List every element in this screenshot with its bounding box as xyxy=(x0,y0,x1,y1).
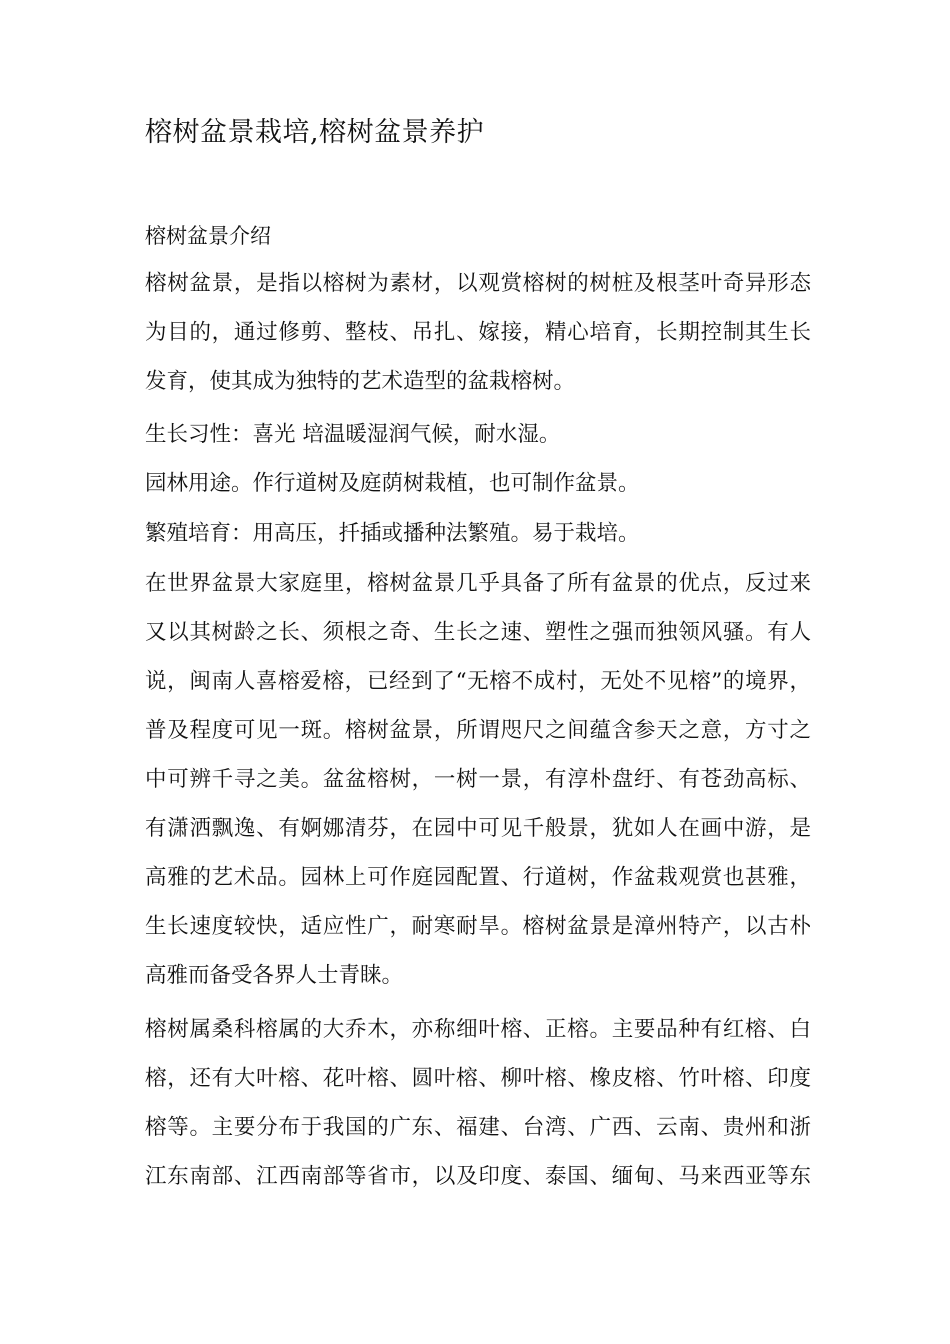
text-line: 高雅的艺术品。园林上可作庭园配置、行道树，作盆栽观赏也甚雅， xyxy=(145,865,811,890)
text-line: 中可辨千寻之美。盆盆榕树，一树一景，有淳朴盘纡、有苍劲高标、 xyxy=(145,767,811,792)
text-line: 榕树属桑科榕属的大乔木，亦称细叶榕、正榕。主要品种有红榕、白 xyxy=(145,1017,811,1042)
text-line: 榕等。主要分布于我国的广东、福建、台湾、广西、云南、贵州和浙 xyxy=(145,1115,811,1140)
text-line: 生长速度较快，适应性广，耐寒耐旱。榕树盆景是漳州特产，以古朴 xyxy=(145,914,811,939)
section-heading: 榕树盆景介绍 xyxy=(145,224,271,248)
paragraph-garden-use xyxy=(145,466,811,515)
paragraph-species xyxy=(145,1012,811,1208)
paragraph-intro xyxy=(145,266,811,413)
text-line: 在世界盆景大家庭里，榕树盆景几乎具备了所有盆景的优点，反过来 xyxy=(145,571,811,596)
text-line: 发育，使其成为独特的艺术造型的盆栽榕树。 xyxy=(145,369,576,394)
document-title: 榕树盆景栽培,榕树盆景养护 xyxy=(145,117,485,148)
text-line: 榕，还有大叶榕、花叶榕、圆叶榕、柳叶榕、橡皮榕、竹叶榕、印度 xyxy=(145,1066,811,1091)
paragraph-propagation xyxy=(145,516,811,565)
paragraph-growth-habit xyxy=(145,417,811,466)
text-line: 说，闽南人喜榕爱榕，已经到了“无榕不成村，无处不见榕”的境界， xyxy=(145,669,811,694)
text-line: 繁殖培育：用高压，扦插或播种法繁殖。易于栽培。 xyxy=(145,521,640,546)
text-line: 普及程度可见一斑。榕树盆景，所谓咫尺之间蕴含参天之意，方寸之 xyxy=(145,718,811,743)
text-line: 生长习性：喜光 培温暖湿润气候，耐水湿。 xyxy=(145,422,561,447)
text-line: 又以其树龄之长、须根之奇、生长之速、塑性之强而独领风骚。有人 xyxy=(145,620,811,645)
text-line: 有潇洒飘逸、有婀娜清芬，在园中可见千般景，犹如人在画中游，是 xyxy=(145,816,811,841)
text-line: 江东南部、江西南部等省市，以及印度、泰国、缅甸、马来西亚等东 xyxy=(145,1164,811,1189)
paragraph-bonsai-world xyxy=(145,566,811,1007)
text-line: 榕树盆景，是指以榕树为素材，以观赏榕树的树桩及根茎叶奇异形态 xyxy=(145,271,811,296)
text-line: 为目的，通过修剪、整枝、吊扎、嫁接，精心培育，长期控制其生长 xyxy=(145,320,811,345)
text-line: 园林用途。作行道树及庭荫树栽植，也可制作盆景。 xyxy=(145,471,640,496)
text-line: 高雅而备受各界人士青睐。 xyxy=(145,963,404,988)
